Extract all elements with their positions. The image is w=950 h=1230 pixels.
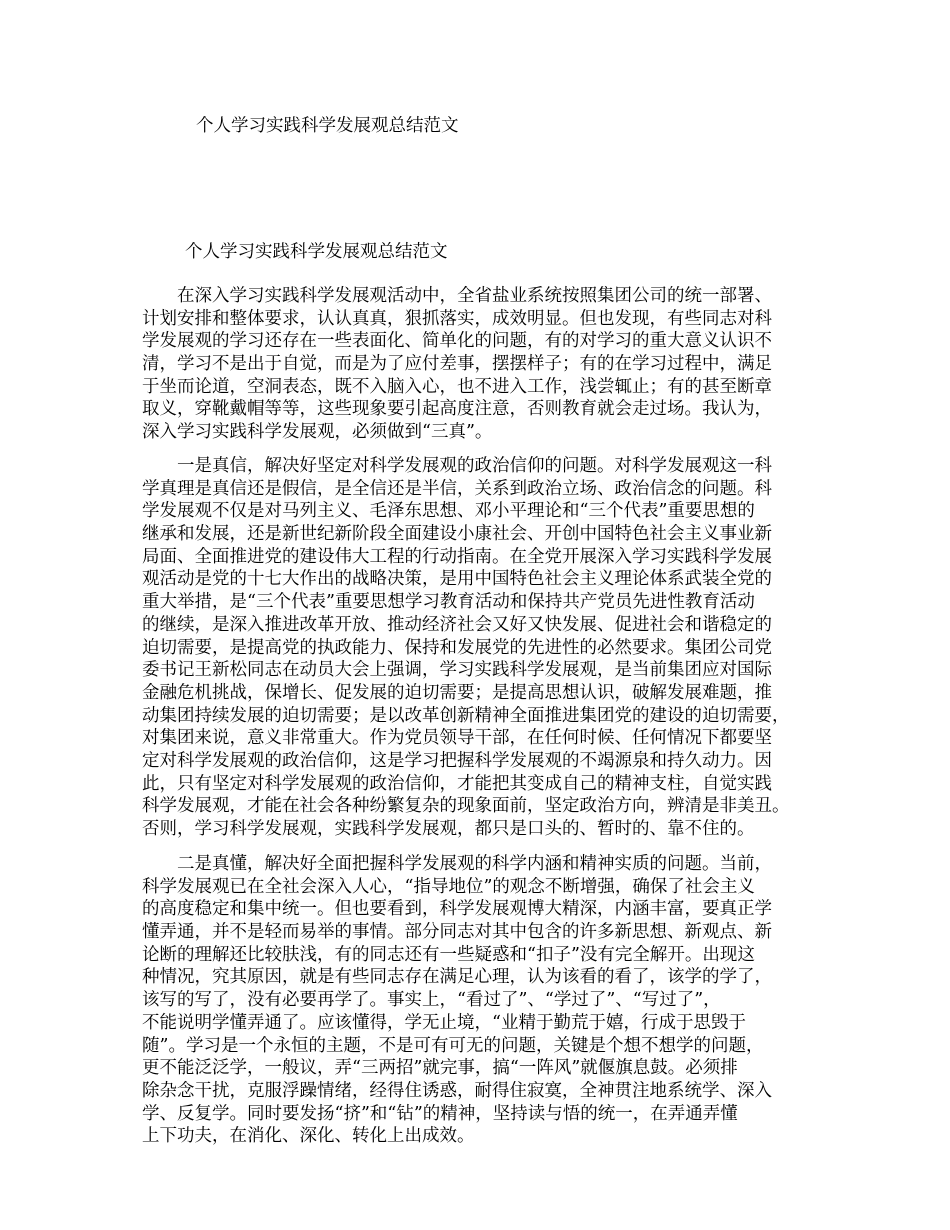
paragraph-line: 委书记王新松同志在动员大会上强调，学习实践科学发展观，是当前集团应对国际 — [142, 660, 772, 681]
paragraph-line: 的继续，是深入推进改革开放、推动经济社会又好又快发展、促进社会和谐稳定的 — [142, 614, 772, 635]
paragraph-line: 一是真信，解决好坚定对科学发展观的政治信仰的问题。对科学发展观这一科 — [177, 456, 772, 476]
paragraph-line: 学真理是真信还是假信，是全信还是半信，关系到政治立场、政治信念的问题。科 — [142, 478, 772, 499]
paragraph-line: 计划安排和整体要求，认认真真，狠抓落实，成效明显。但也发现，有些同志对科 — [142, 308, 772, 329]
paragraph-line: 清，学习不是出于自觉，而是为了应付差事，摆摆样子；有的在学习过程中，满足 — [142, 354, 772, 375]
paragraph-line: 在深入学习实践科学发展观活动中，全省盐业系统按照集团公司的统一部署、 — [177, 286, 772, 306]
paragraph-line: 学、反复学。同时要发扬“挤”和“钻”的精神，坚持读与悟的统一，在弄通弄懂 — [142, 1103, 738, 1124]
paragraph-line: 此，只有坚定对科学发展观的政治信仰，才能把其变成自己的精神支柱，自觉实践 — [142, 773, 772, 794]
document-title: 个人学习实践科学发展观总结范文 — [196, 116, 459, 136]
paragraph-line: 不能说明学懂弄通了。应该懂得，学无止境，“业精于勤荒于嬉，行成于思毁于 — [142, 1012, 746, 1033]
paragraph-line: 取义，穿靴戴帽等等，这些现象要引起高度注意，否则教育就会走过场。我认为， — [142, 399, 772, 420]
paragraph-line: 除杂念干扰，克服浮躁情绪，经得住诱惑，耐得住寂寞，全神贯注地系统学、深入 — [142, 1080, 772, 1101]
paragraph-line: 重大举措，是“三个代表”重要思想学习教育活动和保持共产党员先进性教育活动 — [142, 592, 755, 613]
paragraph-line: 金融危机挑战，保增长、促发展的迫切需要；是提高思想认识，破解发展难题，推 — [142, 682, 772, 703]
paragraph-line: 该写的写了，没有必要再学了。事实上，“看过了”、“学过了”、“写过了”， — [142, 990, 721, 1011]
paragraph-line: 迫切需要，是提高党的执政能力、保持和发展党的先进性的必然要求。集团公司党 — [142, 637, 772, 658]
paragraph-line: 深入学习实践科学发展观，必须做到“三真”。 — [142, 422, 493, 443]
paragraph-line: 定对科学发展观的政治信仰，这是学习把握科学发展观的不竭源泉和持久动力。因 — [142, 750, 772, 771]
paragraph-2 — [142, 455, 822, 841]
paragraph-line: 继承和发展，还是新世纪新阶段全面建设小康社会、开创中国特色社会主义事业新 — [142, 524, 772, 545]
paragraph-line: 更不能泛泛学，一般议，弄“三两招”就完事，搞“一阵风”就偃旗息鼓。必须排 — [142, 1058, 738, 1079]
paragraph-line: 种情况，究其原因，就是有些同志存在满足心理，认为该看的看了，该学的学了， — [142, 967, 772, 988]
paragraph-1 — [142, 285, 822, 444]
paragraph-line: 学发展观的学习还存在一些表面化、简单化的问题，有的对学习的重大意义认识不 — [142, 331, 772, 352]
paragraph-line: 二是真懂，解决好全面把握科学发展观的科学内涵和精神实质的问题。当前， — [177, 854, 772, 874]
paragraph-line: 懂弄通，并不是轻而易举的事情。部分同志对其中包含的许多新思想、新观点、新 — [142, 922, 772, 943]
paragraph-line: 局面、全面推进党的建设伟大工程的行动指南。在全党开展深入学习实践科学发展 — [142, 546, 772, 567]
paragraph-line: 于坐而论道，空洞表态，既不入脑入心，也不进入工作，浅尝辄止；有的甚至断章 — [142, 376, 772, 397]
paragraph-line: 的高度稳定和集中统一。但也要看到，科学发展观博大精深，内涵丰富，要真正学 — [142, 899, 772, 920]
paragraph-line: 观活动是党的十七大作出的战略决策，是用中国特色社会主义理论体系武装全党的 — [142, 569, 772, 590]
document-subtitle: 个人学习实践科学发展观总结范文 — [185, 242, 448, 262]
paragraph-line: 科学发展观已在全社会深入人心，“指导地位”的观念不断增强，确保了社会主义 — [142, 876, 755, 897]
paragraph-line: 论断的理解还比较肤浅，有的同志还有一些疑惑和“扣子”没有完全解开。出现这 — [142, 944, 755, 965]
paragraph-line: 上下功夫，在消化、深化、转化上出成效。 — [142, 1126, 475, 1147]
paragraph-line: 随”。学习是一个永恒的主题，不是可有可无的问题，关键是个想不想学的问题， — [142, 1035, 764, 1056]
paragraph-line: 动集团持续发展的迫切需要；是以改革创新精神全面推进集团党的建设的迫切需要， — [142, 705, 790, 726]
paragraph-line: 科学发展观，才能在社会各种纷繁复杂的现象面前，坚定政治方向，辨清是非美丑。 — [142, 796, 790, 817]
paragraph-3 — [142, 853, 822, 1148]
paragraph-line: 对集团来说，意义非常重大。作为党员领导干部，在任何时候、任何情况下都要坚 — [142, 728, 772, 749]
paragraph-line: 学发展观不仅是对马列主义、毛泽东思想、邓小平理论和“三个代表”重要思想的 — [142, 501, 755, 522]
paragraph-line: 否则，学习科学发展观，实践科学发展观，都只是口头的、暂时的、靠不住的。 — [142, 819, 755, 839]
